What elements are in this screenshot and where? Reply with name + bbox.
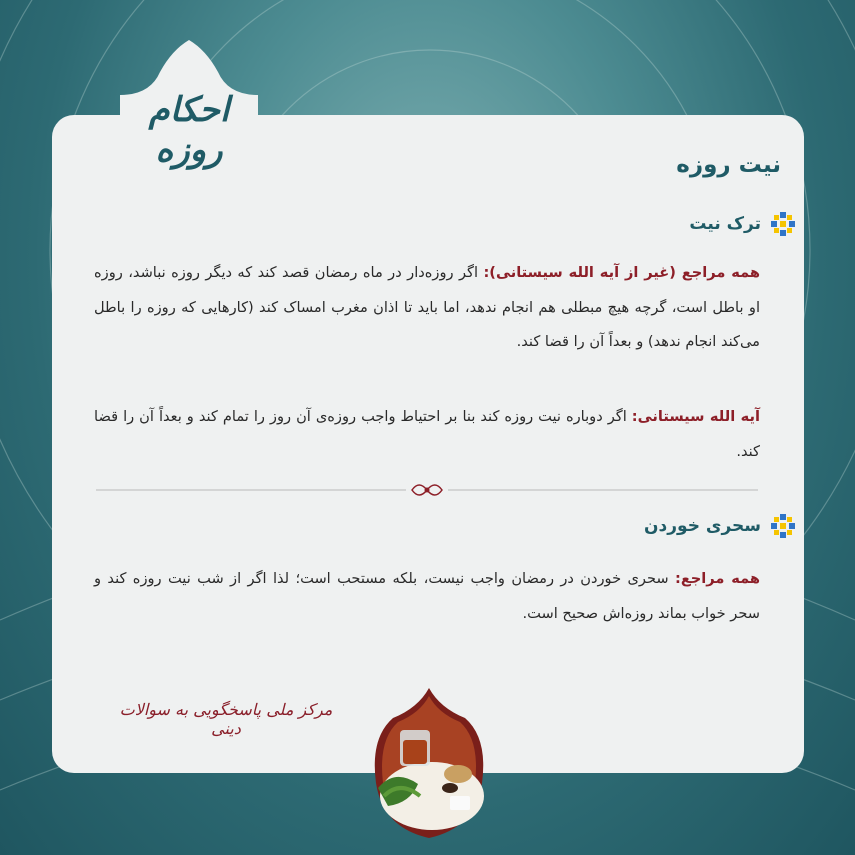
- sahari-meal-illustration: [370, 688, 488, 838]
- paragraph-all-except-sistani: [94, 256, 760, 360]
- subsection-title-text: سحری خوردن: [644, 516, 761, 536]
- organization-signature: مرکز ملی پاسخگویی به سوالات دینی: [119, 700, 333, 738]
- paragraph-text: اگر روزه‌دار در ماه رمضان قصد کند که دیگر روزه نباشد، روزه او باطل است، گرچه هیچ مبطلی هم انجام ندهد، اما باید تا اذان مغرب امساک کند (کارهایی که روزه را باطل می‌کند انجام ندهد) و بعداً آن را قضا کند.: [94, 264, 760, 350]
- paragraph-label: آیه الله سیستانی:: [631, 408, 760, 425]
- paragraph-label: همه مراجع (غیر از آیه الله سیستانی):: [483, 264, 760, 281]
- subsection-title-text: ترک نیت: [689, 214, 761, 234]
- paragraph-text: سحری خوردن در رمضان واجب نیست، بلکه مستحب است؛ لذا اگر از شب نیت روزه کند و سحر خواب بماند روزه‌اش صحیح است.: [94, 570, 760, 622]
- paragraph-sahari: [94, 562, 760, 631]
- plus-bullet-icon: [771, 212, 795, 236]
- paragraph-text: اگر دوباره نیت روزه کند بنا بر احتیاط واجب روزه‌ی آن روز را تمام کند و بعداً آن را قضا کند.: [94, 408, 760, 460]
- plus-bullet-icon: [771, 514, 795, 538]
- subsection-title-2: [644, 514, 795, 538]
- page-title-calligraphy: احکام روزه: [148, 90, 230, 170]
- paragraph-sistani: [94, 400, 760, 469]
- paragraph-label: همه مراجع:: [674, 570, 760, 587]
- section-heading: نیت روزه: [676, 152, 781, 178]
- ornamental-divider: [96, 480, 758, 500]
- subsection-title-1: [689, 212, 795, 236]
